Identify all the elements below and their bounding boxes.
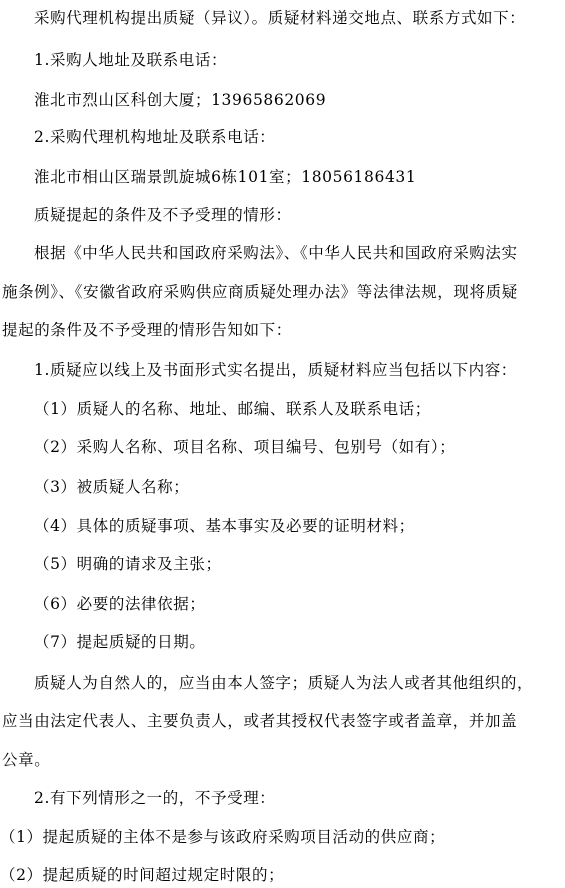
- list-item: （4）具体的质疑事项、基本事实及必要的证明材料；: [34, 517, 415, 535]
- list-item: （3）被质疑人名称；: [34, 478, 190, 496]
- text-line-intro: 采购代理机构提出质疑（异议）。质疑材料递交地点、联系方式如下：: [34, 9, 526, 27]
- list-item: （1）提起质疑的主体不是参与该政府采购项目活动的供应商；: [0, 828, 446, 846]
- text-line-signature-1: 质疑人为自然人的，应当由本人签字；质疑人为法人或者其他组织的，: [34, 674, 534, 692]
- list-item: （2）采购人名称、项目名称、项目编号、包别号（如有）；: [34, 438, 456, 456]
- text-line-purchaser-address: 淮北市烈山区科创大厦；13965862069: [34, 91, 327, 109]
- text-line-item-2-heading: 2.有下列情形之一的，不予受理：: [34, 789, 276, 807]
- text-line-signature-2: 应当由法定代表人、主要负责人，或者其授权代表签字或者盖章，并加盖: [2, 712, 518, 730]
- list-item: （2）提起质疑的时间超过规定时限的；: [0, 866, 285, 884]
- text-line-agency-heading: 2.采购代理机构地址及联系电话：: [34, 128, 276, 146]
- text-line-paragraph-2: 施条例》、《安徽省政府采购供应商质疑处理办法》等法律法规，现将质疑: [2, 283, 518, 301]
- text-line-signature-3: 公章。: [2, 751, 51, 769]
- list-item: （5）明确的请求及主张；: [34, 555, 222, 573]
- text-line-paragraph-1: 根据《中华人民共和国政府采购法》、《中华人民共和国政府采购法实: [34, 244, 518, 262]
- list-item: （7）提起质疑的日期。: [34, 633, 206, 651]
- list-item: （6）必要的法律依据；: [34, 595, 206, 613]
- text-line-conditions-heading: 质疑提起的条件及不予受理的情形：: [34, 206, 292, 224]
- text-line-item-1-heading: 1.质疑应以线上及书面形式实名提出，质疑材料应当包括以下内容：: [34, 361, 517, 379]
- text-line-agency-address: 淮北市相山区瑞景凯旋城6栋101室；18056186431: [34, 168, 417, 186]
- text-line-purchaser-heading: 1.采购人地址及联系电话：: [34, 51, 228, 69]
- list-item: （1）质疑人的名称、地址、邮编、联系人及联系电话；: [34, 400, 431, 418]
- text-line-paragraph-3: 提起的条件及不予受理的情形告知如下：: [2, 321, 292, 339]
